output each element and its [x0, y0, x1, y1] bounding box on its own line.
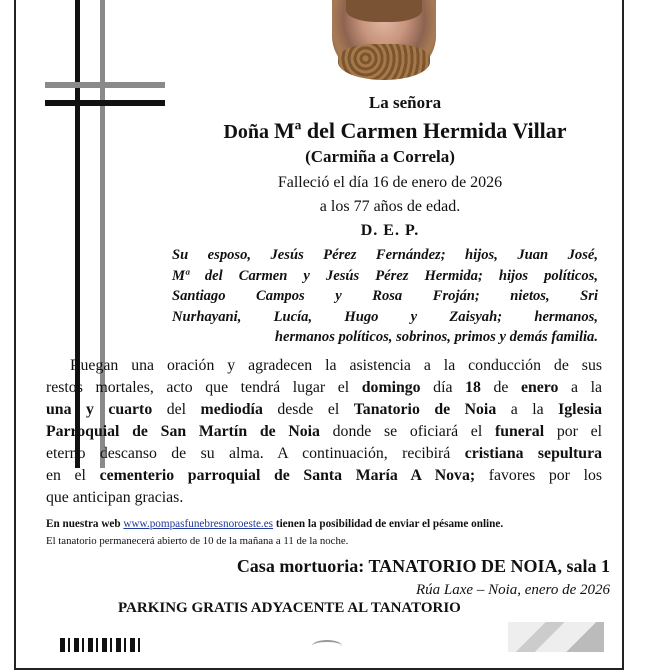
photo-coat: [338, 44, 430, 80]
family-line: Nurhayani, Lucía, Hugo y Zaisyah; hermanos,: [172, 308, 598, 325]
ceremony-text: eterno descanso de su alma. A continuación, recibirá: [46, 445, 465, 462]
place-date: Rúa Laxe – Noia, enero de 2026: [416, 582, 610, 598]
ceremony-text: día: [420, 379, 466, 396]
ceremony-bold: Iglesia: [558, 401, 603, 418]
family-line: Mª del Carmen y Jesús Pérez Hermida; hijos políticos,: [172, 267, 598, 284]
ceremony-line: [46, 487, 602, 509]
ceremony-text: restos mortales, acto que tendrá lugar el: [46, 379, 362, 396]
ceremony-text: del: [152, 401, 201, 418]
deceased-photo: [332, 0, 436, 80]
death-date-line: Falleció el día 16 de enero de 2026: [277, 174, 503, 191]
ceremony-paragraph: [46, 355, 602, 509]
deceased-name: [170, 118, 620, 144]
website-link[interactable]: www.pompasfunebresnoroeste.es: [123, 518, 274, 530]
ceremony-bold: 18: [465, 379, 481, 396]
web-notice: [46, 518, 503, 530]
ceremony-line: [46, 377, 602, 399]
name-main: Mª del Carmen Hermida Villar: [274, 118, 567, 143]
opening-hours: El tanatorio permanecerá abierto de 10 de la mañana a 11 de la noche.: [46, 535, 349, 547]
ceremony-bold: Parroquial de San Martín de Noia: [46, 423, 320, 440]
deceased-nickname: (Carmiña a Correla): [305, 147, 455, 166]
ceremony-bold: funeral: [494, 423, 545, 440]
death-age-line: a los 77 años de edad.: [319, 198, 461, 215]
ceremony-text: Ruegan una oración y agradecen la asistencia a la conducción de sus: [70, 357, 602, 374]
family-paragraph: [172, 245, 598, 348]
ceremony-text: donde se oficiará el: [319, 423, 495, 440]
ceremony-text: favores por los: [475, 467, 603, 484]
photo-hair: [346, 0, 422, 22]
cross-horizontal-gray: [45, 82, 165, 88]
ceremony-text: a la: [496, 401, 559, 418]
family-line: Su esposo, Jesús Pérez Fernández; hijos, Juan José,: [172, 247, 598, 263]
family-line: hermanos políticos, sobrinos, primos y demás familia.: [274, 329, 598, 345]
web-suffix: tienen la posibilidad de enviar el pésame online.: [273, 518, 504, 530]
ceremony-bold: cementerio parroquial de Santa María A Nova;: [99, 467, 476, 484]
dep-text: D. E. P.: [360, 222, 420, 239]
ceremony-bold: una y cuarto: [46, 401, 153, 418]
ceremony-text: desde el: [262, 401, 354, 418]
title-la-senora: La señora: [368, 93, 442, 112]
ceremony-bold: mediodía: [200, 401, 263, 418]
ceremony-line: [46, 399, 602, 421]
ceremony-line: [46, 421, 602, 443]
ceremony-bold: enero: [520, 379, 559, 396]
ceremony-line: [46, 465, 602, 487]
parking-notice: PARKING GRATIS ADYACENTE AL TANATORIO: [118, 600, 461, 616]
ceremony-text: en el: [46, 467, 100, 484]
ceremony-line: [46, 443, 602, 465]
name-prefix: Doña: [223, 121, 270, 143]
ceremony-text: de: [480, 379, 521, 396]
cross-horizontal-black: [45, 100, 165, 106]
ceremony-line: [46, 355, 602, 377]
casa-mortuoria: Casa mortuoria: TANATORIO DE NOIA, sala 1: [236, 556, 610, 576]
web-prefix: En nuestra web: [46, 518, 124, 530]
ceremony-text: que anticipan gracias.: [46, 489, 184, 506]
ceremony-text: por el: [544, 423, 602, 440]
ceremony-bold: cristiana sepultura: [464, 445, 602, 462]
map-thumbnail: [508, 622, 604, 652]
ornament-icon: [312, 640, 342, 652]
ceremony-text: a la: [558, 379, 602, 396]
ceremony-bold: domingo: [361, 379, 421, 396]
ceremony-bold: Tanatorio de Noia: [353, 401, 497, 418]
family-line: Santiago Campos y Rosa Froján; nietos, Sri: [172, 288, 598, 304]
